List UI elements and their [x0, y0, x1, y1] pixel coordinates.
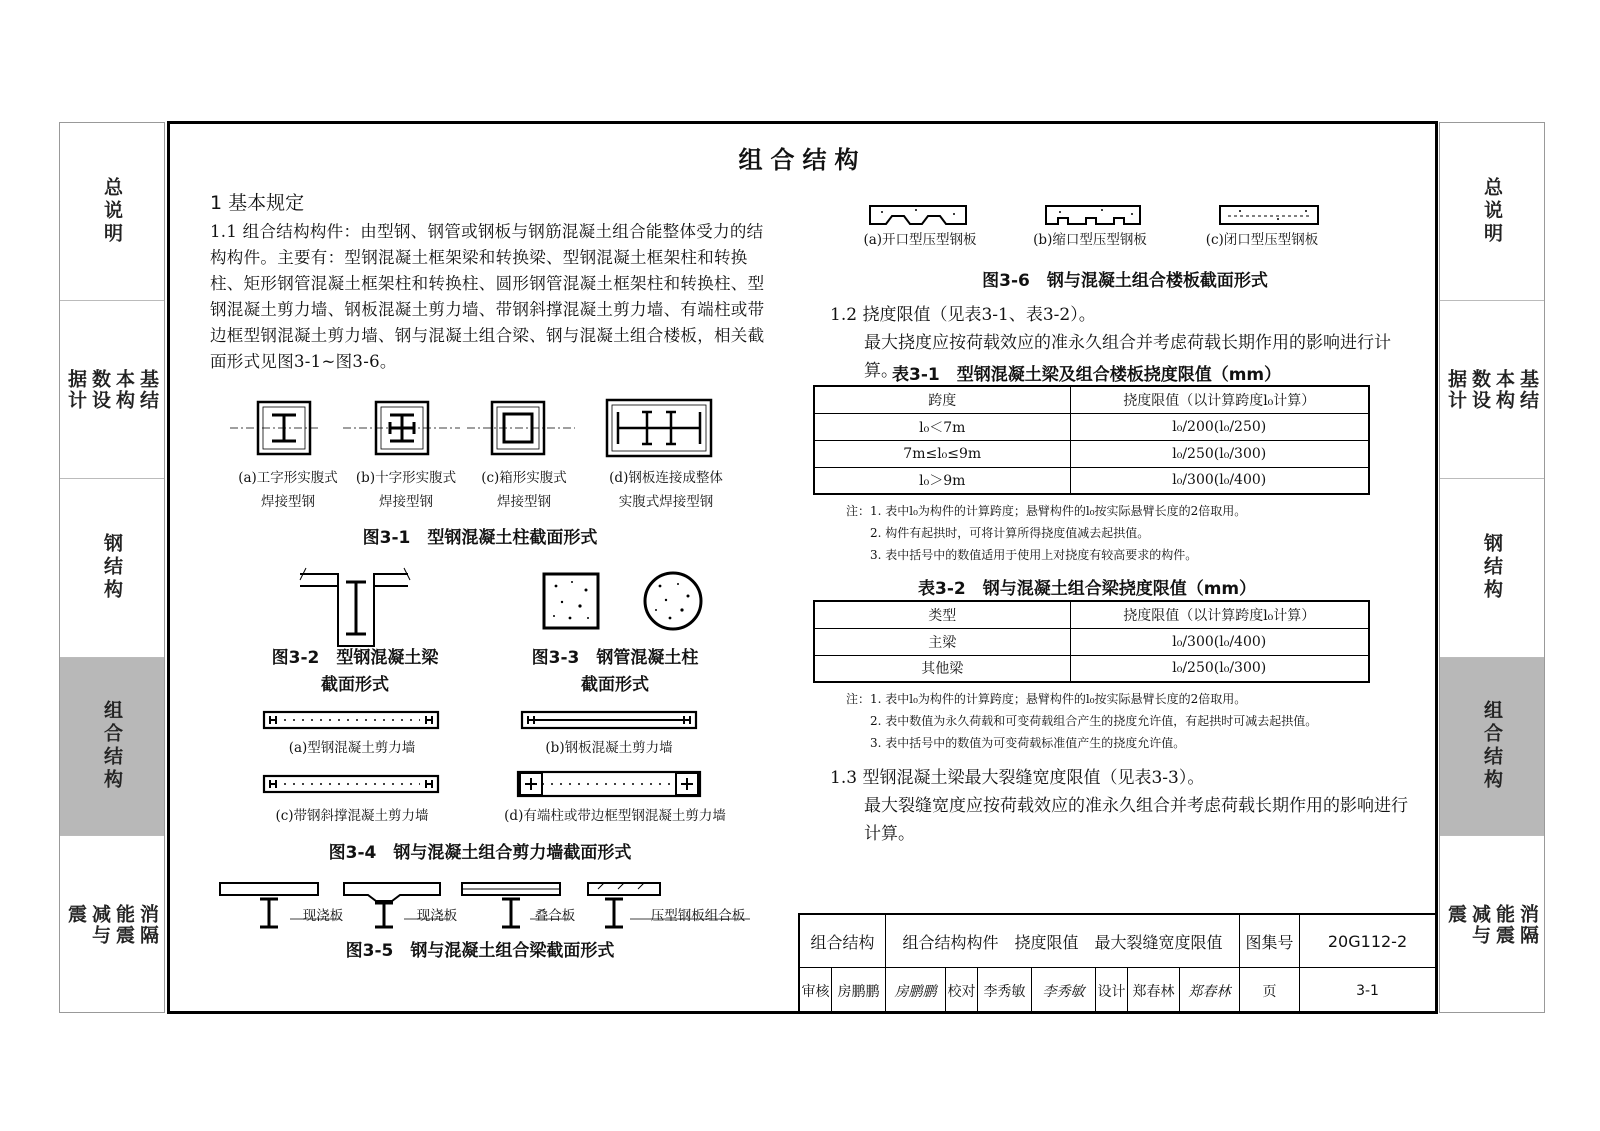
left-sidebar — [59, 122, 165, 1013]
table-cell: l₀＞9m — [814, 467, 1070, 494]
table3-2 — [813, 600, 1370, 683]
sidebar-item-composite[interactable]: 组合结构 — [60, 658, 164, 836]
fig3-6-sub-a: (a)开口型压型钢板 — [863, 232, 977, 248]
designer-name: 郑春林 — [1128, 968, 1180, 1014]
table-cell: 主梁 — [814, 628, 1070, 655]
fig3-5-caption: 图3-5 钢与混凝土组合梁截面形式 — [345, 941, 615, 961]
fig3-4-sub-d: (d)有端柱或带边框型钢混凝土剪力墙 — [504, 808, 726, 824]
title-block-atlas-no: 20G112-2 — [1327, 931, 1408, 951]
sidebar-item-steel[interactable]: 钢结构 — [1440, 479, 1544, 657]
table-header-cell: 类型 — [814, 601, 1070, 628]
fig3-1-sub-d: (d)钢板连接成整体 实腹式焊接型钢 — [609, 470, 723, 510]
title-block-atlas-label: 图集号 — [1240, 915, 1300, 967]
fig3-3-caption-2: 截面形式 — [581, 675, 649, 695]
designer-signature: 郑春林 — [1180, 968, 1240, 1014]
table-row — [814, 655, 1369, 682]
fig3-4-sub-a: (a)型钢混凝土剪力墙 — [288, 740, 416, 756]
sidebar-item-composite[interactable]: 组合结构 — [1440, 658, 1544, 836]
note-line: 2. 表中数值为永久荷载和可变荷载组合产生的挠度允许值，有起拱时可减去起拱值。 — [870, 714, 1318, 728]
table-cell: l₀/200(l₀/250) — [1070, 413, 1369, 440]
table3-1 — [813, 385, 1370, 495]
table-cell: l₀＜7m — [814, 413, 1070, 440]
table-row — [814, 413, 1369, 440]
fig3-1-sub-c: (c)箱形实腹式 焊接型钢 — [481, 470, 567, 510]
table-header-row — [814, 386, 1369, 413]
checker-signature: 李秀敏 — [1032, 968, 1096, 1014]
note-line: 注：1. 表中l₀为构件的计算跨度；悬臂构件的l₀按实际悬臂长度的2倍取用。 — [846, 504, 1247, 518]
check-label: 校对 — [946, 968, 978, 1014]
fig3-1-caption: 图3-1 型钢混凝土柱截面形式 — [362, 528, 598, 548]
paragraph-1-3-head: 1.3 型钢混凝土梁最大裂缝宽度限值（见表3-3）。 — [830, 768, 1205, 788]
fig3-5-label-2: 现浇板 — [416, 908, 458, 924]
table-cell: l₀/300(l₀/400) — [1070, 628, 1369, 655]
table-cell: l₀/250(l₀/300) — [1070, 440, 1369, 467]
table-header-cell: 挠度限值（以计算跨度l₀计算） — [1070, 601, 1369, 628]
review-label: 审核 — [800, 968, 832, 1014]
fig3-2-beam — [300, 564, 410, 654]
table-row — [814, 440, 1369, 467]
fig3-1-sections — [230, 394, 730, 464]
design-label: 设计 — [1096, 968, 1128, 1014]
paragraph-1-3 — [830, 764, 1420, 848]
table-row — [814, 467, 1369, 494]
fig3-5-label-3: 叠合板 — [534, 908, 576, 924]
sidebar-item-isolation[interactable]: 消隔 能震 减与 震 — [65, 903, 159, 946]
table-cell: l₀/300(l₀/400) — [1070, 467, 1369, 494]
section-heading: 1 基本规定 — [210, 192, 305, 214]
drawing-frame — [167, 121, 1438, 1014]
fig3-6-caption: 图3-6 钢与混凝土组合楼板截面形式 — [982, 271, 1268, 291]
fig3-6-sub-c: (c)闭口型压型钢板 — [1205, 232, 1319, 248]
fig3-4-sub-c: (c)带钢斜撑混凝土剪力墙 — [275, 808, 429, 824]
checker-name: 李秀敏 — [978, 968, 1032, 1014]
fig3-1-sub-b: (b)十字形实腹式 焊接型钢 — [355, 470, 457, 510]
fig3-3-caption-1: 图3-3 钢管混凝土柱 — [531, 648, 699, 668]
fig3-5-label-1: 现浇板 — [302, 908, 344, 924]
fig3-4-caption: 图3-4 钢与混凝土组合剪力墙截面形式 — [328, 843, 632, 863]
table3-2-caption: 表3-2 钢与混凝土组合梁挠度限值（mm） — [918, 579, 1257, 599]
page-label: 页 — [1240, 968, 1300, 1014]
paragraph-1-1: 1.1 组合结构构件：由型钢、钢管或钢板与钢筋混凝土组合能整体受力的结构构件。主要有：型钢混凝土框架梁和转换梁、型钢混凝土框架柱和转换柱、矩形钢管混凝土框架柱和转换柱、圆形钢管混凝土框架柱和转换柱、型钢混凝土剪力墙、钢板混凝土剪力墙、带钢斜撑混凝土剪力墙、有端柱或带边框型钢混凝土剪力墙、钢与混凝土组合梁、钢与混凝土组合楼板，相关截面形式见图3-1~图3-6。 — [210, 222, 765, 371]
title-block — [798, 913, 1435, 1014]
sidebar-item-basic-data[interactable]: 基结 本构 数设 据计 — [60, 301, 164, 479]
table-header-cell: 跨度 — [814, 386, 1070, 413]
page-number: 3-1 — [1356, 983, 1379, 999]
title-block-category: 组合结构 — [800, 915, 886, 967]
table-cell: 7m≤l₀≤9m — [814, 440, 1070, 467]
fig3-6-sub-b: (b)缩口型压型钢板 — [1033, 232, 1147, 248]
title-block-row-2 — [800, 968, 1435, 1014]
note-line: 3. 表中括号中的数值适用于使用上对挠度有较高要求的构件。 — [870, 548, 1198, 562]
table-row — [814, 628, 1369, 655]
title-block-content: 组合结构构件 挠度限值 最大裂缝宽度限值 — [886, 915, 1240, 967]
fig3-6-slabs — [870, 202, 1330, 230]
paragraph-1-2-body: 最大挠度应按荷载效应的准永久组合并考虑荷载长期作用的影响进行计算。 — [864, 333, 1391, 381]
fig3-3-filled-tube — [542, 572, 712, 634]
table3-1-notes — [846, 500, 1246, 566]
table-header-cell: 挠度限值（以计算跨度l₀计算） — [1070, 386, 1369, 413]
fig3-1-sub-a: (a)工字形实腹式 焊接型钢 — [238, 470, 338, 510]
page-title: 组合结构 — [738, 146, 867, 174]
note-line: 2. 构件有起拱时，可将计算所得挠度值减去起拱值。 — [870, 526, 1150, 540]
fig3-2-caption-1: 图3-2 型钢混凝土梁 — [271, 648, 439, 668]
reviewer-signature: 房鹏鹏 — [886, 968, 946, 1014]
table-header-row — [814, 601, 1369, 628]
sidebar-item-basic-data[interactable]: 基结 本构 数设 据计 — [1440, 301, 1544, 479]
right-sidebar — [1439, 122, 1545, 1013]
sidebar-item-general[interactable]: 总说明 — [1440, 123, 1544, 301]
title-block-row-1 — [800, 915, 1435, 968]
reviewer-name: 房鹏鹏 — [832, 968, 886, 1014]
note-line: 注：1. 表中l₀为构件的计算跨度；悬臂构件的l₀按实际悬臂长度的2倍取用。 — [846, 692, 1247, 706]
paragraph-1-3-body: 最大裂缝宽度应按荷载效应的准永久组合并考虑荷载长期作用的影响进行计算。 — [864, 796, 1408, 844]
table3-2-notes — [846, 688, 1317, 754]
sidebar-item-general[interactable]: 总说明 — [60, 123, 164, 301]
sidebar-item-steel[interactable]: 钢结构 — [60, 479, 164, 657]
paragraph-1-2-head: 1.2 挠度限值（见表3-1、表3-2）。 — [830, 305, 1096, 325]
fig3-4-sub-b: (b)钢板混凝土剪力墙 — [545, 740, 673, 756]
note-line: 3. 表中括号中的数值为可变荷载标准值产生的挠度允许值。 — [870, 736, 1186, 750]
fig3-2-caption-2: 截面形式 — [321, 675, 389, 695]
table-cell: l₀/250(l₀/300) — [1070, 655, 1369, 682]
fig3-5-label-4: 压型钢板组合板 — [650, 908, 746, 924]
sidebar-item-isolation[interactable]: 消隔 能震 减与 震 — [1445, 903, 1539, 946]
table-cell: 其他梁 — [814, 655, 1070, 682]
table3-1-caption: 表3-1 型钢混凝土梁及组合楼板挠度限值（mm） — [892, 365, 1282, 385]
